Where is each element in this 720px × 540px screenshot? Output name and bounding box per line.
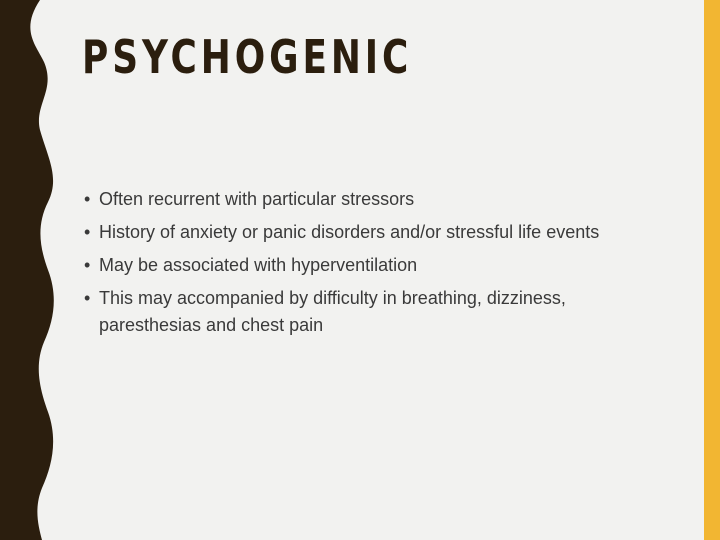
bullet-text: May be associated with hyperventilation xyxy=(99,255,418,275)
list-item xyxy=(84,285,669,339)
right-accent-bar xyxy=(704,0,720,540)
slide-title: PSYCHOGENIC xyxy=(82,30,413,84)
bullet-icon: • xyxy=(84,288,91,308)
list-item xyxy=(84,186,669,213)
wavy-left-band xyxy=(0,0,60,540)
bullet-icon: • xyxy=(84,189,91,209)
bullet-icon: • xyxy=(84,255,91,275)
bullet-text: This may accompanied by difficulty in breathing, dizziness, paresthesias and chest pain xyxy=(99,288,566,335)
list-item xyxy=(84,252,669,279)
list-item xyxy=(84,219,669,246)
bullet-icon: • xyxy=(84,222,91,242)
bullet-list xyxy=(84,186,669,345)
bullet-text: History of anxiety or panic disorders and/or stressful life events xyxy=(99,222,600,242)
bullet-text: Often recurrent with particular stressors xyxy=(99,189,415,209)
